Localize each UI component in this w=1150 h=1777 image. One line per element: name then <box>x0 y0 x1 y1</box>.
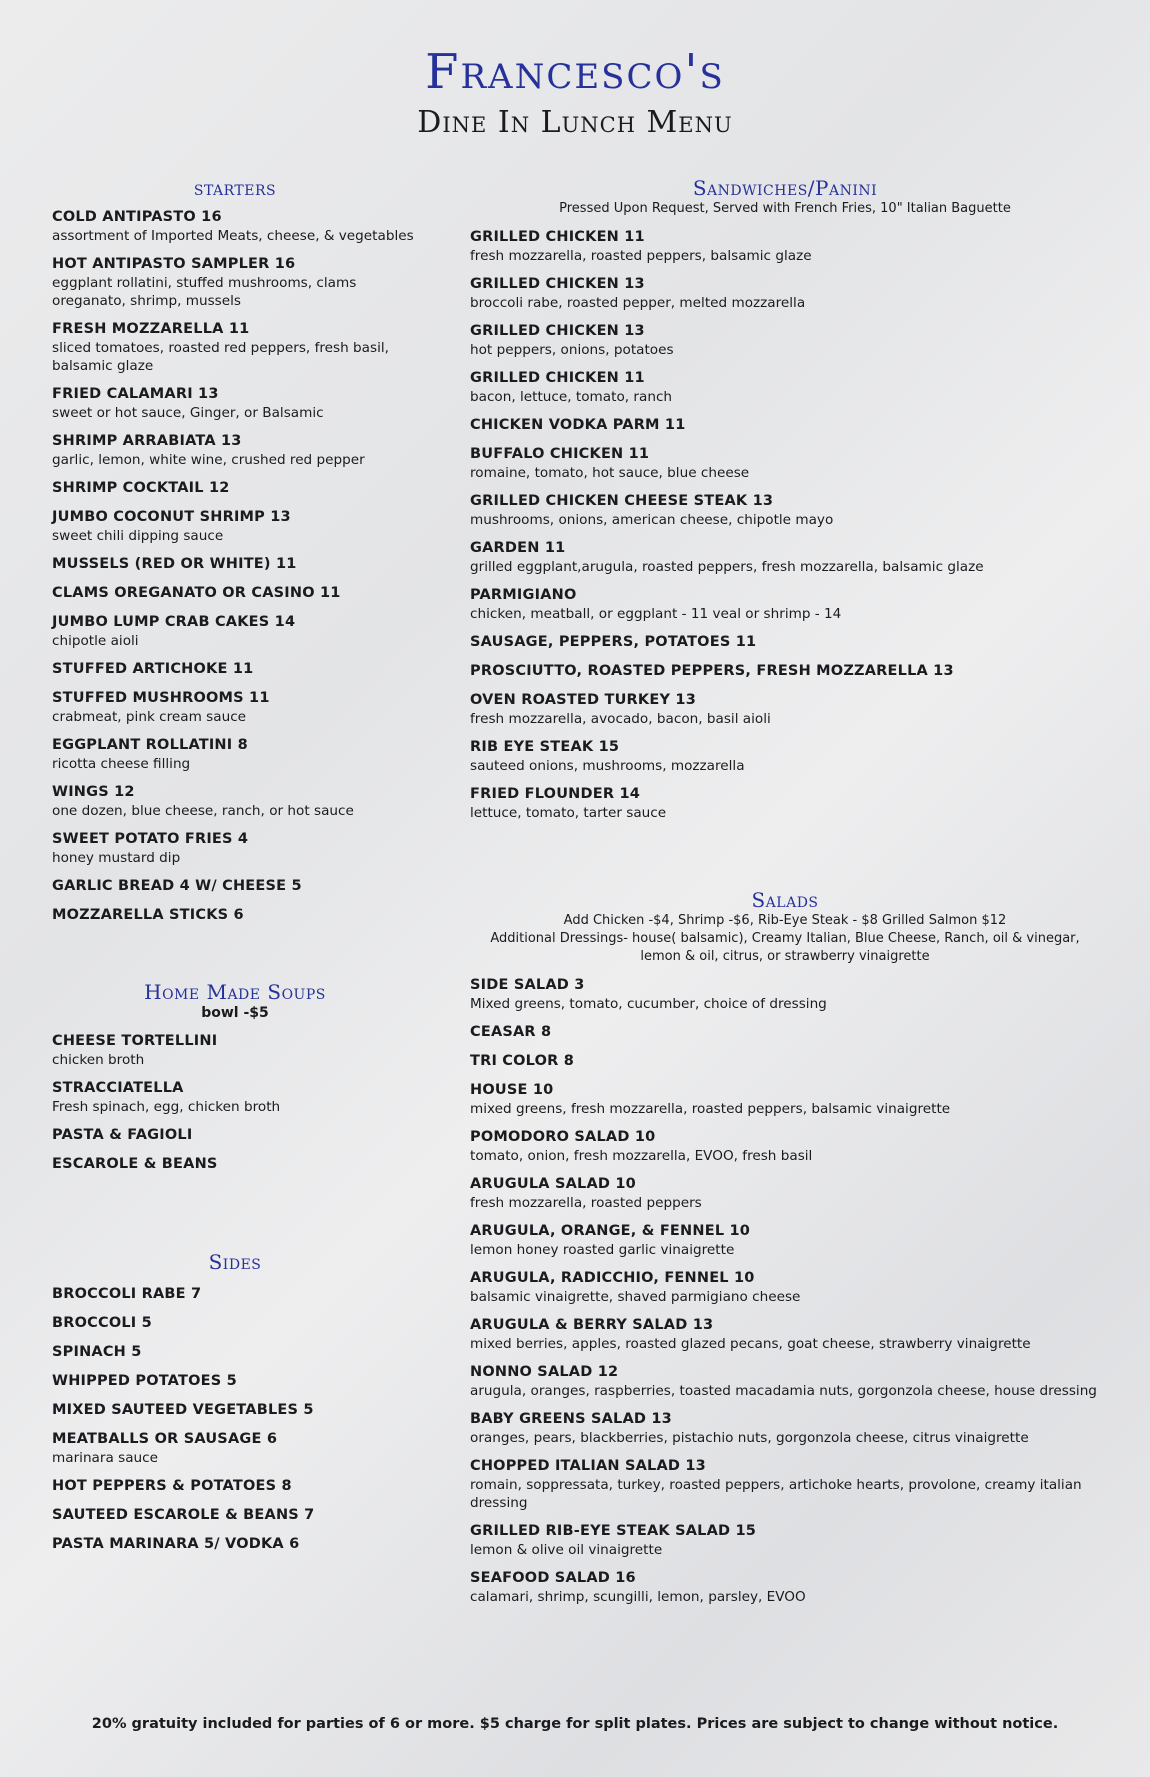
menu-item-name: SEAFOOD SALAD 16 <box>470 1570 636 1586</box>
menu-item <box>470 1568 1110 1606</box>
menu-item-name: SHRIMP ARRABIATA 13 <box>52 433 242 449</box>
menu-item-description: lettuce, tomato, tarter sauce <box>470 805 667 821</box>
footer-notice: 20% gratuity included for parties of 6 or more. $5 charge for split plates. Prices are subject to change without notice. <box>91 1716 1059 1732</box>
menu-item <box>52 735 424 773</box>
menu-item-name: WHIPPED POTATOES 5 <box>52 1373 237 1389</box>
menu-item-description: crabmeat, pink cream sauce <box>52 709 247 725</box>
salads-note-dressings-cont: lemon & oil, citrus, or strawberry vinaigrette <box>640 949 930 964</box>
menu-item <box>52 1313 424 1333</box>
menu-item-description: sliced tomatoes, roasted red peppers, fresh basil, balsamic glaze <box>52 340 389 374</box>
menu-item-description: romaine, tomato, hot sauce, blue cheese <box>470 465 750 481</box>
menu-item-description: balsamic vinaigrette, shaved parmigiano cheese <box>470 1289 801 1305</box>
menu-item-description: arugula, oranges, raspberries, toasted macadamia nuts, gorgonzola cheese, house dressing <box>470 1383 1097 1399</box>
menu-item-description: ricotta cheese filling <box>52 756 191 772</box>
menu-item-name: JUMBO COCONUT SHRIMP 13 <box>52 509 291 525</box>
menu-item-name: MEATBALLS OR SAUSAGE 6 <box>52 1431 278 1447</box>
menu-item-name: FRESH MOZZARELLA 11 <box>52 321 250 337</box>
soups-list <box>52 1031 424 1174</box>
menu-item-name: ARUGULA SALAD 10 <box>470 1176 636 1192</box>
menu-item-name: SAUTEED ESCAROLE & BEANS 7 <box>52 1507 315 1523</box>
menu-item <box>470 975 1110 1013</box>
menu-item-name: POMODORO SALAD 10 <box>470 1129 656 1145</box>
sandwiches-section <box>470 176 1110 822</box>
menu-item-name: RIB EYE STEAK 15 <box>470 739 620 755</box>
menu-item <box>470 1221 1110 1259</box>
menu-item-description: grilled eggplant,arugula, roasted peppers, fresh mozzarella, balsamic glaze <box>470 559 984 575</box>
menu-item <box>470 1268 1110 1306</box>
sandwiches-list <box>470 227 1110 822</box>
menu-item-name: MUSSELS (RED OR WHITE) 11 <box>52 556 297 572</box>
menu-item-description: fresh mozzarella, roasted peppers, balsamic glaze <box>470 248 812 264</box>
menu-item <box>470 1051 1110 1071</box>
menu-item-name: HOT ANTIPASTO SAMPLER 16 <box>52 256 296 272</box>
menu-item-name: EGGPLANT ROLLATINI 8 <box>52 737 248 753</box>
menu-item-name: BROCCOLI RABE 7 <box>52 1286 202 1302</box>
menu-item <box>52 384 424 422</box>
menu-item-description: mixed berries, apples, roasted glazed pecans, goat cheese, strawberry vinaigrette <box>470 1336 1031 1352</box>
menu-item <box>470 1409 1110 1447</box>
menu-item-name: CHICKEN VODKA PARM 11 <box>470 417 686 433</box>
menu-item-name: PARMIGIANO <box>470 587 577 603</box>
menu-item-name: STUFFED MUSHROOMS 11 <box>52 690 270 706</box>
menu-item-name: GRILLED CHICKEN 11 <box>470 229 645 245</box>
menu-item <box>52 431 424 469</box>
menu-item-name: BUFFALO CHICKEN 11 <box>470 446 650 462</box>
menu-item-name: SIDE SALAD 3 <box>470 977 585 993</box>
salads-list <box>470 975 1110 1606</box>
menu-item-name: GRILLED CHICKEN 11 <box>470 370 645 386</box>
sides-list <box>52 1284 424 1554</box>
menu-item <box>470 491 1110 529</box>
menu-item <box>470 368 1110 406</box>
menu-item-name: JUMBO LUMP CRAB CAKES 14 <box>52 614 296 630</box>
menu-item <box>52 1429 424 1467</box>
menu-item-description: hot peppers, onions, potatoes <box>470 342 674 358</box>
menu-item-name: OVEN ROASTED TURKEY 13 <box>470 692 696 708</box>
menu-item-name: GRILLED CHICKEN 13 <box>470 323 645 339</box>
sandwiches-title: Sandwiches/Panini <box>692 176 878 200</box>
menu-item-name: SWEET POTATO FRIES 4 <box>52 831 249 847</box>
menu-item <box>52 829 424 867</box>
menu-item-description: fresh mozzarella, roasted peppers <box>470 1195 702 1211</box>
menu-item <box>52 478 424 498</box>
menu-item-description: tomato, onion, fresh mozzarella, EVOO, fresh basil <box>470 1148 813 1164</box>
soups-note: bowl -$5 <box>201 1005 269 1021</box>
salads-section <box>470 888 1110 1606</box>
menu-item-name: NONNO SALAD 12 <box>470 1364 619 1380</box>
menu-item <box>470 538 1110 576</box>
menu-item <box>470 1362 1110 1400</box>
menu-item-name: GRILLED CHICKEN CHEESE STEAK 13 <box>470 493 774 509</box>
menu-item-description: romain, soppressata, turkey, roasted peppers, artichoke hearts, provolone, creamy italian dressing <box>470 1477 1082 1511</box>
menu-item-description: broccoli rabe, roasted pepper, melted mozzarella <box>470 295 806 311</box>
menu-item-name: MIXED SAUTEED VEGETABLES 5 <box>52 1402 314 1418</box>
menu-item <box>52 1031 424 1069</box>
menu-item <box>470 585 1110 623</box>
menu-item-name: CHEESE TORTELLINI <box>52 1033 218 1049</box>
menu-item <box>52 688 424 726</box>
menu-item <box>470 1315 1110 1353</box>
menu-item <box>470 1127 1110 1165</box>
starters-section <box>52 176 424 925</box>
menu-item <box>470 321 1110 359</box>
menu-item-name: PASTA MARINARA 5/ VODKA 6 <box>52 1536 300 1552</box>
menu-item <box>470 415 1110 435</box>
menu-item-description: garlic, lemon, white wine, crushed red pepper <box>52 452 365 468</box>
menu-item-description: lemon honey roasted garlic vinaigrette <box>470 1242 735 1258</box>
menu-header <box>0 44 1150 142</box>
salads-note-dressings: Additional Dressings- house( balsamic), Creamy Italian, Blue Cheese, Ranch, oil & vinegar, <box>490 931 1080 946</box>
menu-item-name: BABY GREENS SALAD 13 <box>470 1411 672 1427</box>
menu-item <box>470 1456 1110 1512</box>
menu-item <box>52 1534 424 1554</box>
menu-item <box>52 254 424 310</box>
menu-item-name: ESCAROLE & BEANS <box>52 1156 218 1172</box>
menu-item-name: GARDEN 11 <box>470 540 566 556</box>
menu-item-name: FRIED CALAMARI 13 <box>52 386 219 402</box>
menu-item <box>470 632 1110 652</box>
menu-item <box>52 1284 424 1304</box>
menu-item-name: TRI COLOR 8 <box>470 1053 575 1069</box>
menu-item-name: ARUGULA & BERRY SALAD 13 <box>470 1317 714 1333</box>
menu-subtitle: Dine In Lunch Menu <box>417 105 733 140</box>
menu-item <box>470 737 1110 775</box>
restaurant-name: Francesco's <box>425 44 725 100</box>
menu-item-name: BROCCOLI 5 <box>52 1315 152 1331</box>
menu-item <box>470 274 1110 312</box>
menu-item <box>52 1342 424 1362</box>
menu-item-name: CHOPPED ITALIAN SALAD 13 <box>470 1458 706 1474</box>
menu-item-name: GRILLED CHICKEN 13 <box>470 276 645 292</box>
menu-item-description: sweet chili dipping sauce <box>52 528 224 544</box>
menu-item <box>52 612 424 650</box>
menu-item <box>470 227 1110 265</box>
menu-item <box>470 1521 1110 1559</box>
salads-title: Salads <box>751 888 819 912</box>
menu-item-name: SPINACH 5 <box>52 1344 142 1360</box>
sides-section <box>52 1250 424 1554</box>
sandwiches-note: Pressed Upon Request, Served with French Fries, 10" Italian Baguette <box>559 201 1011 216</box>
menu-item <box>470 1080 1110 1118</box>
menu-item-name: GARLIC BREAD 4 W/ CHEESE 5 <box>52 878 302 894</box>
menu-item-description: sauteed onions, mushrooms, mozzarella <box>470 758 745 774</box>
menu-item-name: ARUGULA, ORANGE, & FENNEL 10 <box>470 1223 751 1239</box>
menu-item <box>52 782 424 820</box>
menu-item-description: marinara sauce <box>52 1450 158 1466</box>
menu-item-name: STRACCIATELLA <box>52 1080 184 1096</box>
sides-title: Sides <box>208 1250 262 1274</box>
menu-item-name: HOT PEPPERS & POTATOES 8 <box>52 1478 292 1494</box>
menu-item-name: COLD ANTIPASTO 16 <box>52 209 222 225</box>
menu-item <box>52 1125 424 1145</box>
salads-note-addons: Add Chicken -$4, Shrimp -$6, Rib-Eye Steak - $8 Grilled Salmon $12 <box>563 913 1007 928</box>
menu-item-description: sweet or hot sauce, Ginger, or Balsamic <box>52 405 324 421</box>
menu-item-description: mushrooms, onions, american cheese, chipotle mayo <box>470 512 834 528</box>
starters-title: starters <box>193 176 277 200</box>
menu-item <box>52 659 424 679</box>
menu-item-name: GRILLED RIB-EYE STEAK SALAD 15 <box>470 1523 757 1539</box>
menu-item-name: CLAMS OREGANATO OR CASINO 11 <box>52 585 341 601</box>
menu-item <box>470 1022 1110 1042</box>
menu-item <box>52 1400 424 1420</box>
menu-item <box>52 583 424 603</box>
menu-item <box>52 1371 424 1391</box>
starters-list <box>52 207 424 925</box>
menu-item-name: STUFFED ARTICHOKE 11 <box>52 661 254 677</box>
menu-item-description: honey mustard dip <box>52 850 181 866</box>
menu-item-name: PROSCIUTTO, ROASTED PEPPERS, FRESH MOZZARELLA 13 <box>470 663 954 679</box>
menu-item-description: fresh mozzarella, avocado, bacon, basil aioli <box>470 711 771 727</box>
menu-item-description: chicken, meatball, or eggplant - 11 veal or shrimp - 14 <box>470 606 842 622</box>
menu-item-name: CEASAR 8 <box>470 1024 552 1040</box>
menu-item <box>52 876 424 896</box>
menu-item-name: HOUSE 10 <box>470 1082 554 1098</box>
menu-item <box>52 1154 424 1174</box>
menu-item-name: SHRIMP COCKTAIL 12 <box>52 480 230 496</box>
menu-item-name: SAUSAGE, PEPPERS, POTATOES 11 <box>470 634 757 650</box>
menu-item <box>470 784 1110 822</box>
menu-item-description: chipotle aioli <box>52 633 139 649</box>
menu-item-description: mixed greens, fresh mozzarella, roasted peppers, balsamic vinaigrette <box>470 1101 951 1117</box>
menu-item-name: WINGS 12 <box>52 784 135 800</box>
menu-item-description: assortment of Imported Meats, cheese, & vegetables <box>52 228 414 244</box>
menu-item-name: PASTA & FAGIOLI <box>52 1127 193 1143</box>
menu-item-description: Fresh spinach, egg, chicken broth <box>52 1099 281 1115</box>
menu-item <box>470 661 1110 681</box>
menu-item <box>470 690 1110 728</box>
menu-item-description: Mixed greens, tomato, cucumber, choice of dressing <box>470 996 827 1012</box>
menu-item-description: bacon, lettuce, tomato, ranch <box>470 389 673 405</box>
menu-item <box>52 905 424 925</box>
soups-section <box>52 980 424 1174</box>
menu-item <box>52 1078 424 1116</box>
menu-item-description: one dozen, blue cheese, ranch, or hot sauce <box>52 803 354 819</box>
menu-item-description: oranges, pears, blackberries, pistachio nuts, gorgonzola cheese, citrus vinaigrette <box>470 1430 1029 1446</box>
menu-item <box>52 1505 424 1525</box>
menu-item <box>52 554 424 574</box>
soups-title: Home Made Soups <box>144 980 326 1004</box>
menu-item <box>52 207 424 245</box>
menu-item-name: FRIED FLOUNDER 14 <box>470 786 641 802</box>
menu-item <box>52 507 424 545</box>
menu-item <box>52 319 424 375</box>
menu-item <box>52 1476 424 1496</box>
menu-item-description: calamari, shrimp, scungilli, lemon, parsley, EVOO <box>470 1589 806 1605</box>
menu-item <box>470 1174 1110 1212</box>
menu-item-description: eggplant rollatini, stuffed mushrooms, clams oreganato, shrimp, mussels <box>52 275 357 309</box>
menu-item <box>470 444 1110 482</box>
menu-item-description: chicken broth <box>52 1052 145 1068</box>
menu-item-name: MOZZARELLA STICKS 6 <box>52 907 244 923</box>
menu-item-name: ARUGULA, RADICCHIO, FENNEL 10 <box>470 1270 755 1286</box>
menu-item-description: lemon & olive oil vinaigrette <box>470 1542 663 1558</box>
